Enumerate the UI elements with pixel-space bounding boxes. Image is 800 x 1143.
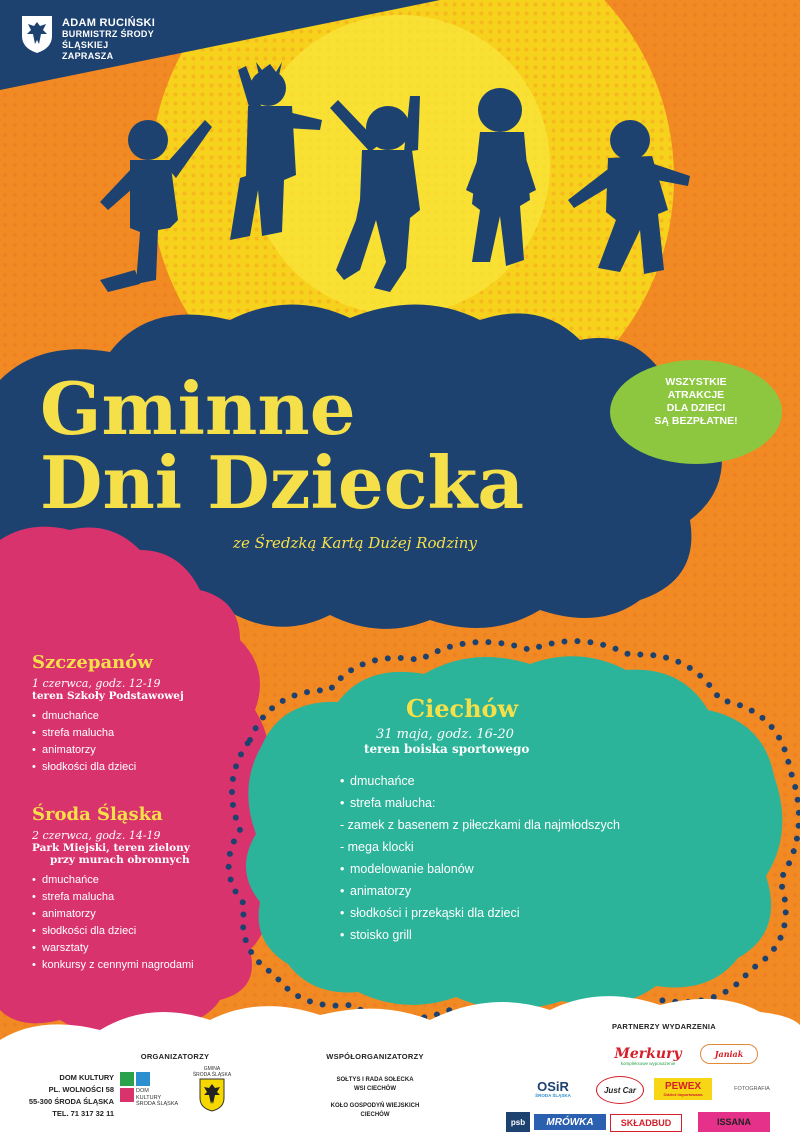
location-ciechow (340, 694, 740, 946)
mayor-role: BURMISTRZ ŚRODY ŚLĄSKIEJ (62, 29, 154, 50)
merkury-logo-tag: kompleksowe wyposażenie (620, 1060, 676, 1066)
address-line: PL. WOLNOŚCI 58 (48, 1085, 114, 1094)
list-item: • dmuchańce (32, 872, 252, 889)
coorganizer-line: SOŁTYS I RADA SOŁECKA (336, 1077, 414, 1083)
pewex-logo (654, 1078, 712, 1100)
location-szczepanow (32, 652, 252, 776)
address-line: DOM KULTURY (59, 1073, 114, 1082)
merkury-logo-text: Merkury (614, 1045, 682, 1062)
subtitle: ze Średzką Kartą Dużej Rodziny (233, 534, 477, 552)
osir-logo (518, 1078, 588, 1100)
gmina-crest-icon (199, 1078, 225, 1112)
dom-kultury-logo (120, 1072, 182, 1116)
list-item: • dmuchańce (32, 708, 252, 725)
title-line-2: Dni Dziecka (40, 440, 525, 525)
location-date: 1 czerwca, godz. 12-19 (32, 677, 161, 690)
issana-logo: ISSANA (698, 1112, 770, 1132)
coorganizers-list (300, 1076, 450, 1120)
location-date: 31 maja, godz. 16-20 (376, 727, 514, 742)
list-item: • modelowanie balonów (340, 858, 740, 880)
location-place: teren Szkoły Podstawowej (32, 690, 184, 702)
attractions-list (340, 770, 740, 946)
list-item: • słodkości i przekąski dla dzieci (340, 902, 740, 924)
address-line: 55-300 ŚRODA ŚLĄSKA (28, 1097, 114, 1106)
skladbud-logo: SKŁADBUD (610, 1114, 682, 1132)
badge-line-1: WSZYSTKIE (665, 376, 727, 388)
location-name: Ciechów (406, 694, 519, 723)
coorganizers-label: WSPÓŁORGANIZATORZY (326, 1052, 424, 1061)
dk-logo-line: KULTURY (136, 1094, 162, 1101)
mayor-name: ADAM RUCIŃSKI (62, 17, 156, 29)
gmina-logo (192, 1066, 232, 1114)
merkury-logo (612, 1042, 684, 1070)
gmina-logo-line: GMINA (203, 1066, 221, 1072)
address-line: TEL. 71 317 32 11 (52, 1109, 114, 1118)
logo-square-blue (136, 1072, 150, 1086)
header (0, 0, 170, 76)
location-place: teren boiska sportowego (364, 742, 530, 756)
invites-text: ZAPRASZA (62, 51, 114, 61)
dk-logo-text (136, 1088, 178, 1108)
attractions-list (32, 872, 252, 974)
osir-logo-text: OSiR (537, 1079, 569, 1094)
logo-square-green (120, 1072, 134, 1086)
logo-square-pink (120, 1088, 134, 1102)
location-sroda (32, 804, 252, 974)
list-item: - mega klocki (340, 840, 414, 854)
location-place-line-2: przy murach obronnych (50, 854, 190, 866)
list-item: • strefa malucha (32, 725, 252, 742)
free-attractions-badge (612, 362, 780, 462)
list-item: • strefa malucha (32, 889, 252, 906)
location-name: Szczepanów (32, 652, 153, 673)
list-item: • słodkości dla dzieci (32, 759, 252, 776)
list-item: • słodkości dla dzieci (32, 923, 252, 940)
list-item: • strefa malucha: (340, 792, 740, 814)
list-item: • warsztaty (32, 940, 252, 957)
list-item: • konkursy z cennymi nagrodami (32, 957, 252, 974)
pewex-logo-text: PEWEX (664, 1081, 702, 1092)
attractions-list (32, 708, 252, 776)
header-text (62, 18, 170, 62)
eagle-crest-icon (20, 14, 54, 54)
janiak-logo: Janiak (700, 1044, 758, 1064)
list-item: • animatorzy (340, 880, 740, 902)
list-item: • animatorzy (32, 742, 252, 759)
list-item: - zamek z basenem z piłeczkami dla najmłodszych (340, 818, 620, 832)
dk-logo-line: ŚRODA ŚLĄSKA (136, 1101, 179, 1107)
list-item: • animatorzy (32, 906, 252, 923)
organizers-label: ORGANIZATORZY (140, 1052, 210, 1061)
location-date: 2 czerwca, godz. 14-19 (32, 829, 161, 842)
pewex-logo-sub: Odzież importowana (663, 1092, 703, 1097)
coorganizer-line: CIECHÓW (360, 1112, 390, 1118)
badge-line-4: SĄ BEZPŁATNE! (654, 415, 738, 427)
coorganizer-line: WSI CIECHÓW (354, 1086, 396, 1092)
badge-line-2: ATRAKCJE (667, 389, 725, 401)
gmina-logo-line: ŚRODA ŚLĄSKA (192, 1072, 232, 1078)
dk-logo-line: DOM (136, 1088, 149, 1094)
location-name: Środa Śląska (32, 804, 163, 825)
list-item: • dmuchańce (340, 770, 740, 792)
justcar-logo: Just Car (596, 1076, 644, 1104)
mrowka-logo: MRÓWKA (534, 1114, 606, 1130)
foto-logo: FOTOGRAFIA (734, 1086, 770, 1092)
coorganizer-line: KOŁO GOSPODYŃ WIEJSKICH (330, 1103, 420, 1109)
list-item: • stoisko grill (340, 924, 740, 946)
title-line-1: Gminne (40, 366, 356, 451)
badge-line-3: DLA DZIECI (666, 402, 726, 414)
osir-logo-sub: ŚRODA ŚLĄSKA (535, 1093, 571, 1098)
partners-label: PARTNERZY WYDARZENIA (611, 1022, 717, 1031)
dom-kultury-address (18, 1072, 114, 1120)
location-place-line-1: Park Miejski, teren zielony (32, 842, 190, 854)
psb-logo: psb (506, 1112, 530, 1132)
